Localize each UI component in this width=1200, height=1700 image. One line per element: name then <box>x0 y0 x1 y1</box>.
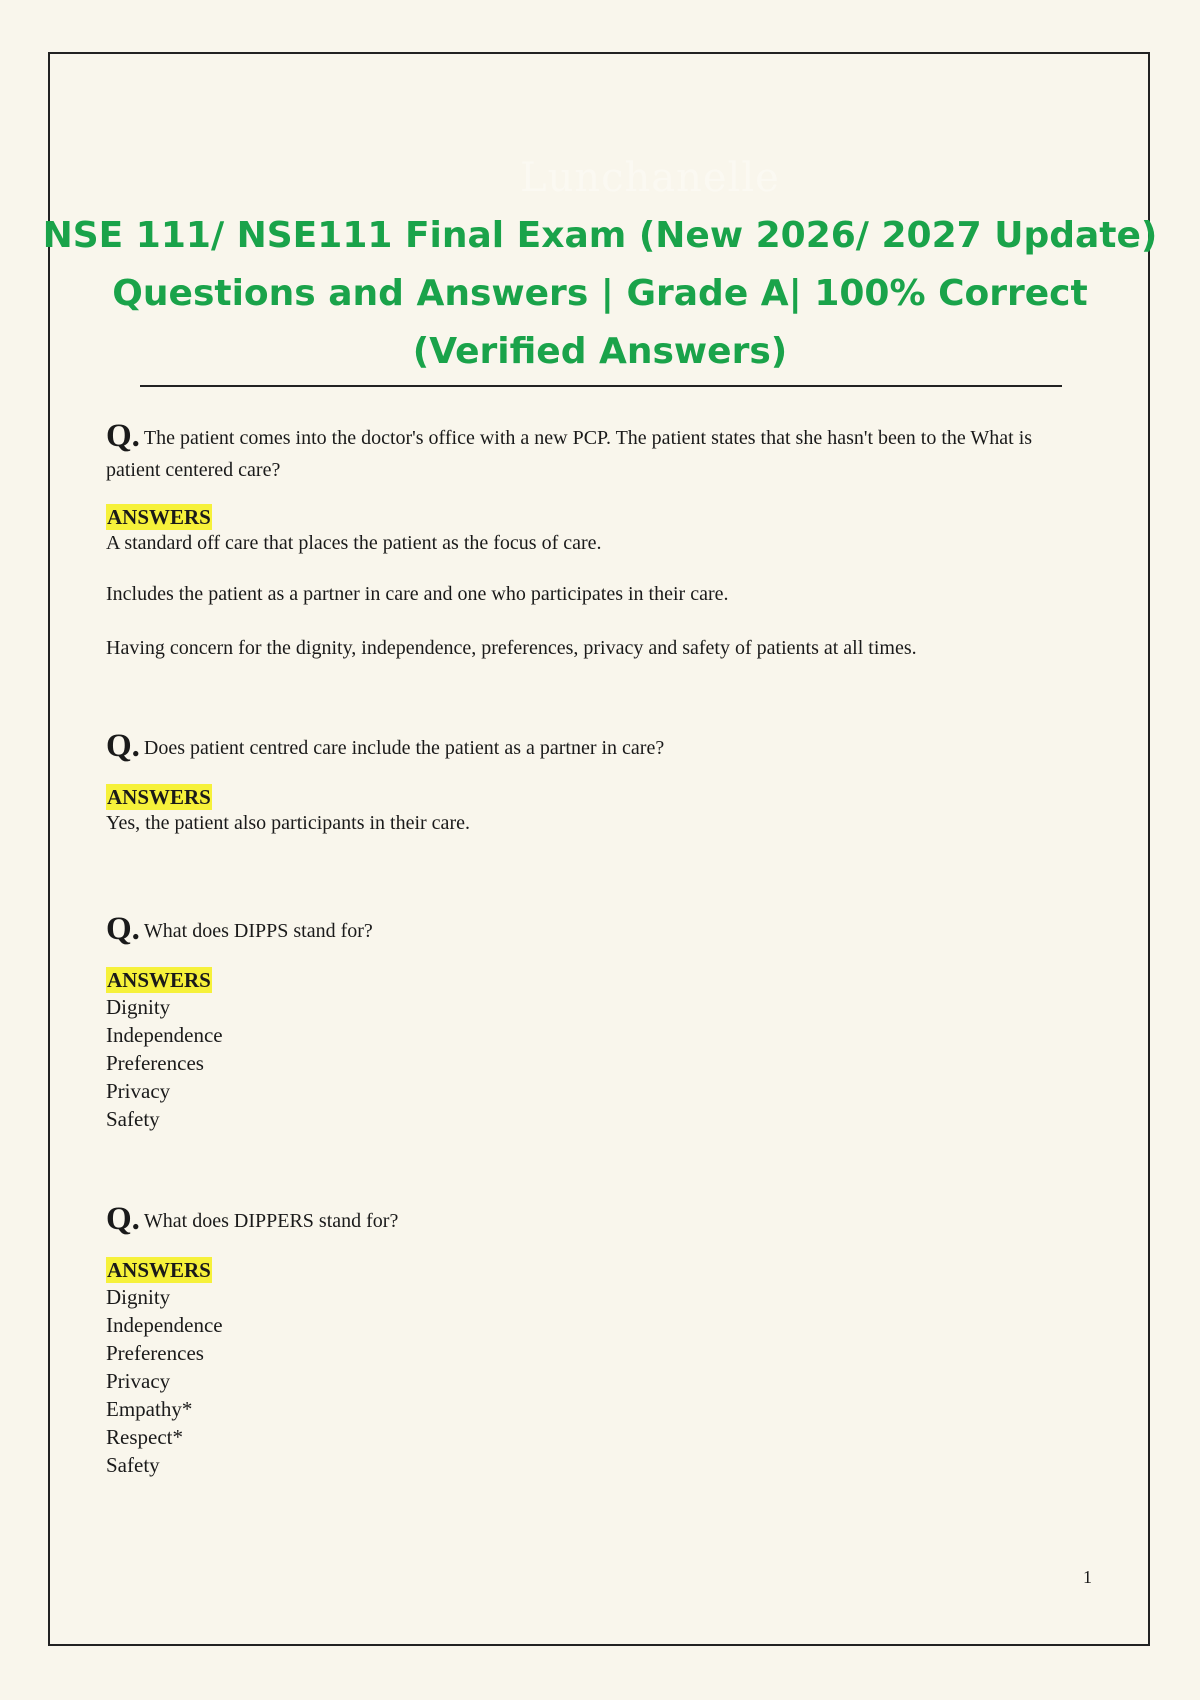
title-line-3: (Verified Answers) <box>412 331 788 372</box>
page-number: 1 <box>1083 1567 1092 1587</box>
list-item: Safety <box>106 1453 160 1477</box>
answer-list <box>106 993 1066 1133</box>
list-item: Empathy* <box>106 1397 193 1421</box>
answer-paragraph: Includes the patient as a partner in care and one who participates in their care. <box>106 583 729 605</box>
question-text: The patient comes into the doctor's office with a new PCP. The patient states that she hasn't been to the What is patient centered care? <box>106 427 1033 481</box>
qa-item-4 <box>106 1203 1066 1479</box>
qa-item-1 <box>106 420 1066 662</box>
list-item: Safety <box>106 1107 160 1131</box>
question-marker: Q. <box>106 911 140 947</box>
answers-label: ANSWERS <box>107 968 211 992</box>
qa-content <box>106 420 1066 1479</box>
answer-list <box>106 1283 1066 1479</box>
title-line-2: Questions and Answers | Grade A| 100% Correct <box>112 273 1088 314</box>
title-divider <box>140 385 1062 387</box>
list-item: Privacy <box>106 1079 171 1103</box>
title-line-1: NSE 111/ NSE111 Final Exam (New 2026/ 2027 Update) <box>42 215 1158 256</box>
question-2 <box>106 730 1066 764</box>
question-marker: Q. <box>106 1201 140 1237</box>
question-text: What does DIPPERS stand for? <box>143 1210 399 1232</box>
answer-paragraph: A standard off care that places the patient as the focus of care. <box>106 532 602 554</box>
question-text: What does DIPPS stand for? <box>143 920 373 942</box>
list-item: Respect* <box>106 1425 183 1449</box>
watermark-text: Lunchanelle <box>520 155 780 201</box>
list-item: Preferences <box>106 1341 204 1365</box>
list-item: Independence <box>106 1313 223 1337</box>
answers-label: ANSWERS <box>107 1258 211 1282</box>
list-item: Preferences <box>106 1051 204 1075</box>
list-item: Dignity <box>106 995 171 1019</box>
answers-label: ANSWERS <box>107 505 211 529</box>
question-1 <box>106 420 1066 486</box>
list-item: Privacy <box>106 1369 171 1393</box>
qa-item-3 <box>106 913 1066 1133</box>
question-3 <box>106 913 1066 947</box>
question-marker: Q. <box>106 728 140 764</box>
answers-label: ANSWERS <box>107 785 211 809</box>
question-text: Does patient centred care include the patient as a partner in care? <box>143 737 665 759</box>
document-title <box>0 207 1200 381</box>
question-marker: Q. <box>106 418 140 454</box>
qa-item-2 <box>106 730 1066 837</box>
question-4 <box>106 1203 1066 1237</box>
list-item: Independence <box>106 1023 223 1047</box>
answer-paragraph: Having concern for the dignity, independence, preferences, privacy and safety of patients at all times. <box>106 637 917 659</box>
answer-paragraph: Yes, the patient also participants in their care. <box>106 812 470 834</box>
list-item: Dignity <box>106 1285 171 1309</box>
